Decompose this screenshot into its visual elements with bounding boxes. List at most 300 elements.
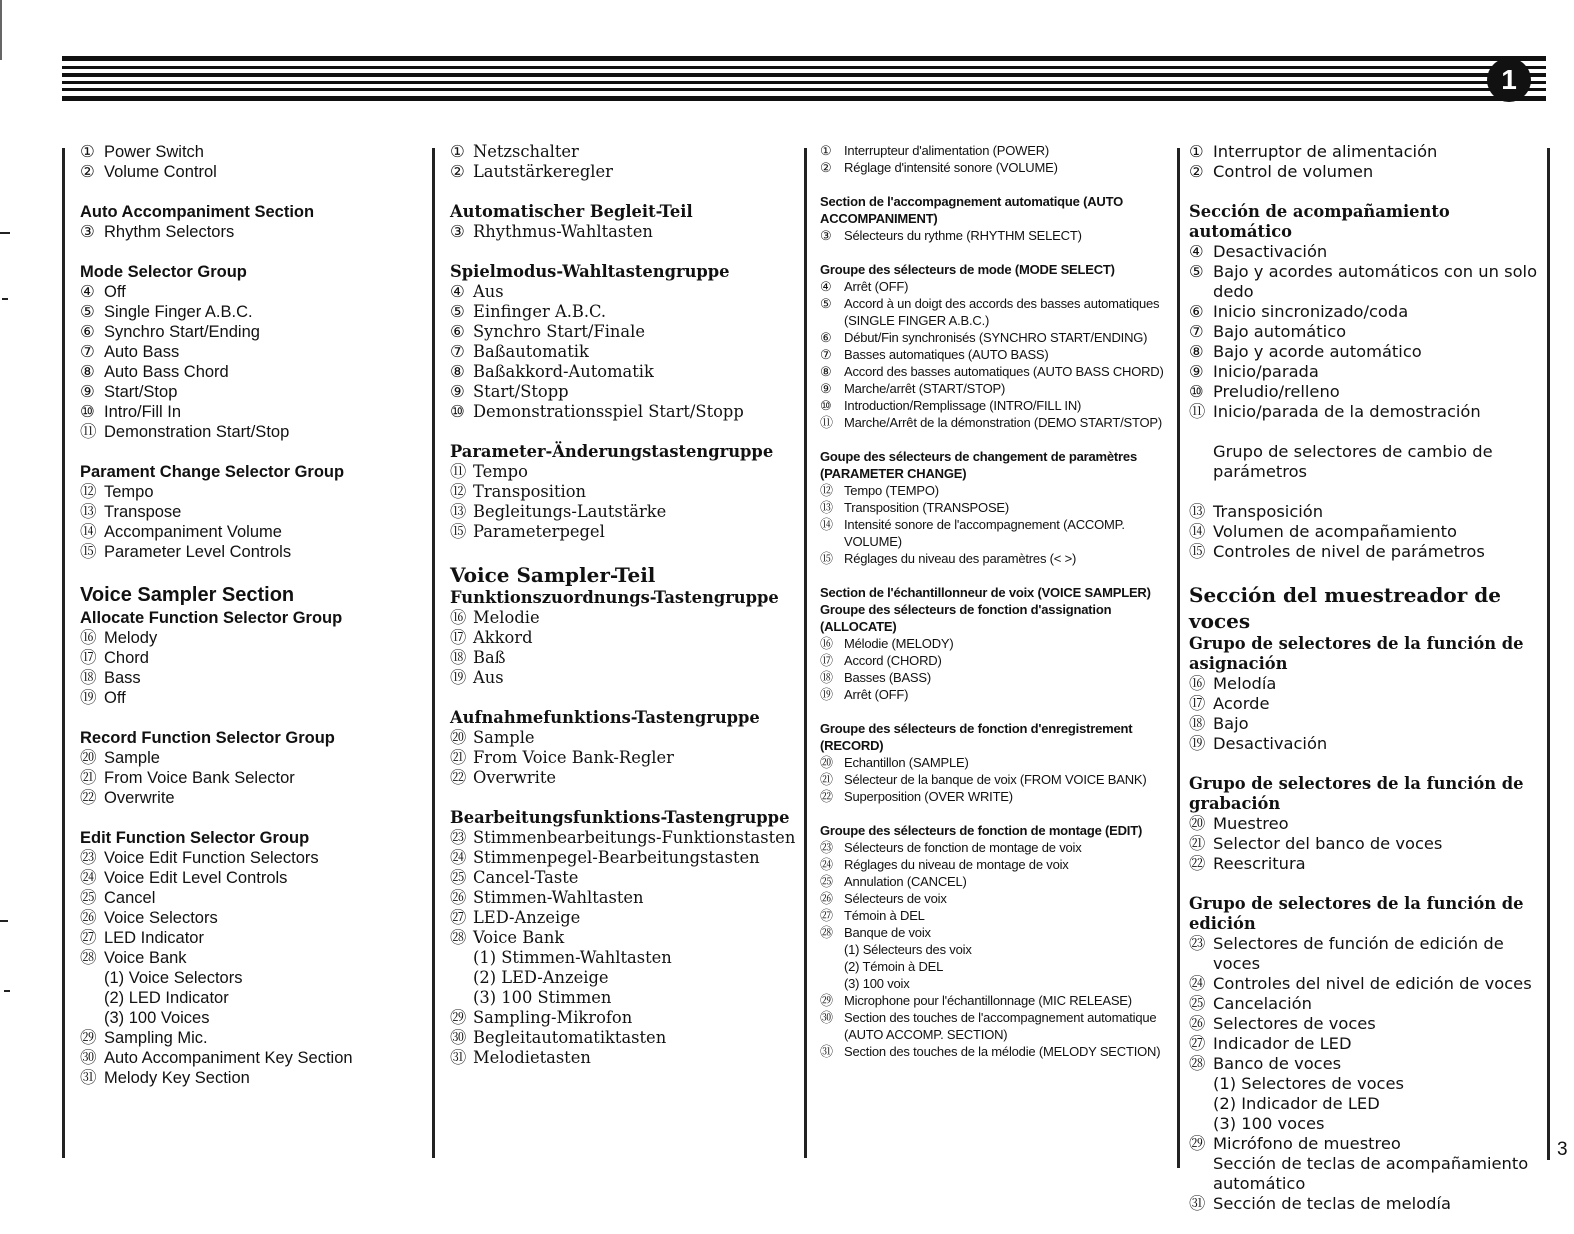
list-item <box>1189 734 1539 754</box>
item-number: ㉙ <box>450 1008 467 1027</box>
item-label: Transposición <box>1213 502 1324 521</box>
item-label: Interruptor de alimentación <box>1213 142 1438 161</box>
item-number: ⑨ <box>450 382 465 401</box>
item-number: ㉕ <box>1189 994 1206 1013</box>
sub-item: (3) 100 voces <box>1213 1114 1325 1133</box>
list-item <box>450 302 790 322</box>
item-label: Tempo <box>104 483 154 501</box>
item-number: ⑬ <box>450 502 467 521</box>
list-item <box>450 142 790 162</box>
item-number: ⑧ <box>80 363 95 381</box>
item-number: ㉑ <box>450 748 467 767</box>
item-label: Melodietasten <box>473 1048 591 1067</box>
group-heading: Bearbeitungsfunktions-Tastengruppe <box>450 808 790 827</box>
list-item <box>1189 242 1539 262</box>
item-label: Banque de voix <box>844 925 931 940</box>
item-number: ④ <box>450 282 465 301</box>
item-label: Single Finger A.B.C. <box>104 303 253 321</box>
item-number: ㉖ <box>820 891 833 906</box>
item-number: ⑦ <box>450 342 465 361</box>
item-label: Overwrite <box>473 768 557 787</box>
item-label: Sélecteurs du rythme (RHYTHM SELECT) <box>844 228 1082 243</box>
list-item <box>1189 322 1539 342</box>
item-label: Off <box>104 689 126 707</box>
list-item <box>820 295 1165 329</box>
list-item <box>80 948 410 968</box>
group-label: Grupo de selectores de cambio de parámetros <box>1213 442 1493 481</box>
list-item <box>80 282 410 302</box>
item-number: ⑯ <box>820 636 833 651</box>
item-number: ⑰ <box>450 628 467 647</box>
item-label: Rhythm Selectors <box>104 223 235 241</box>
column-english <box>80 142 410 1108</box>
item-number: ⑪ <box>1189 402 1206 421</box>
item-label: Banco de voces <box>1213 1054 1342 1073</box>
item-number: ⑮ <box>820 551 833 566</box>
list-item <box>450 888 790 908</box>
item-number: ㉛ <box>820 1044 833 1059</box>
item-label: Bajo automático <box>1213 322 1347 341</box>
list-item <box>1189 362 1539 382</box>
item-number: ⑪ <box>80 423 97 441</box>
item-number: ㉙ <box>820 993 833 1008</box>
item-number: ㉚ <box>80 1049 97 1067</box>
item-number: ⑭ <box>1189 522 1206 541</box>
list-item <box>820 499 1165 516</box>
list-item <box>450 908 790 928</box>
item-label: Cancel-Taste <box>473 868 579 887</box>
item-label: Sample <box>473 728 535 747</box>
section-block <box>80 142 410 182</box>
section-block <box>1189 582 1539 754</box>
section-block <box>450 562 790 688</box>
item-number: ⑩ <box>1189 382 1204 401</box>
list-item <box>450 482 790 502</box>
item-number: ㉓ <box>1189 934 1206 953</box>
item-number: ④ <box>1189 242 1204 261</box>
section-block <box>450 442 790 542</box>
list-item <box>80 688 410 708</box>
item-number: ② <box>1189 162 1204 181</box>
item-number: ⑧ <box>1189 342 1204 361</box>
list-item <box>450 868 790 888</box>
item-label: Réglages du niveau de montage de voix <box>844 857 1069 872</box>
column-french <box>820 142 1165 1077</box>
item-label: Baß <box>473 648 506 667</box>
list-item <box>80 542 410 562</box>
item-label: Demonstrationsspiel Start/Stopp <box>473 402 744 421</box>
list-item <box>80 382 410 402</box>
sub-item: (2) Indicador de LED <box>1213 1094 1380 1113</box>
item-label: Réglage d'intensité sonore (VOLUME) <box>844 160 1058 175</box>
item-label: Stimmenpegel-Bearbeitungstasten <box>473 848 760 867</box>
list-item <box>80 502 410 522</box>
group-heading: Mode Selector Group <box>80 263 247 281</box>
item-label: Interrupteur d'alimentation (POWER) <box>844 143 1050 158</box>
item-number: ⑦ <box>820 347 832 362</box>
list-item <box>820 1043 1165 1060</box>
item-number: ㉔ <box>450 848 467 867</box>
item-label: Inicio/parada de la demostración <box>1213 402 1481 421</box>
column-divider <box>1177 148 1180 1168</box>
item-label: Accord à un doigt des accords des basses automatiques (SINGLE FINGER A.B.C.) <box>844 296 1160 328</box>
list-item <box>820 159 1165 176</box>
item-label: Reescritura <box>1213 854 1306 873</box>
item-number: ⑥ <box>1189 302 1204 321</box>
section-block <box>1189 894 1539 1214</box>
list-item <box>80 222 410 242</box>
section-block <box>80 728 410 808</box>
item-number: ㉘ <box>820 925 833 940</box>
item-number: ㉒ <box>80 789 97 807</box>
item-label: Off <box>104 283 126 301</box>
item-label: Transpose <box>104 503 182 521</box>
section-block <box>450 808 796 1068</box>
item-label: Auto Accompaniment Key Section <box>104 1049 353 1067</box>
item-number: ㉑ <box>1189 834 1206 853</box>
group-heading: Parameter-Änderungstastengruppe <box>450 442 774 461</box>
list-item <box>820 856 1165 873</box>
item-number: ⑱ <box>820 670 833 685</box>
item-label: Volume Control <box>104 163 217 181</box>
item-number: ㉓ <box>80 849 97 867</box>
item-number: ⑤ <box>80 303 95 321</box>
item-label: Auto Bass Chord <box>104 363 229 381</box>
sub-item: (1) Selectores de voces <box>1213 1074 1405 1093</box>
list-item <box>820 482 1165 499</box>
list-item <box>820 380 1165 397</box>
item-number: ㉙ <box>80 1029 97 1047</box>
item-number: ⑩ <box>820 398 832 413</box>
item-label: Selectores de voces <box>1213 1014 1376 1033</box>
list-item <box>820 788 1165 805</box>
item-number: ㉗ <box>80 929 97 947</box>
list-item <box>450 522 790 542</box>
list-item <box>1189 1154 1539 1194</box>
item-number: ⑳ <box>80 749 97 767</box>
list-item <box>450 222 790 242</box>
item-label: Transposition <box>473 482 587 501</box>
item-number: ㉒ <box>1189 854 1206 873</box>
section-block <box>820 720 1165 805</box>
list-item <box>80 928 410 948</box>
item-number: ⑤ <box>450 302 465 321</box>
item-number: ㉚ <box>820 1010 833 1025</box>
group-heading: Record Function Selector Group <box>80 729 335 747</box>
item-label: Basses (BASS) <box>844 670 931 685</box>
list-item <box>820 924 1165 941</box>
list-item <box>820 142 1165 159</box>
list-item <box>1189 342 1539 362</box>
item-label: Muestreo <box>1213 814 1289 833</box>
item-label: Rhythmus-Wahltasten <box>473 222 653 241</box>
item-label: Bass <box>104 669 141 687</box>
item-label: Aus <box>473 668 504 687</box>
list-item <box>80 322 410 342</box>
group-heading: Section de l'échantillonneur de voix (VOICE SAMPLER) <box>820 585 1151 600</box>
list-item <box>1189 402 1539 422</box>
item-number: ㉛ <box>1189 1194 1206 1213</box>
list-item <box>1189 694 1539 714</box>
list-item <box>450 162 790 182</box>
item-number: ㉔ <box>80 869 97 887</box>
list-item <box>820 686 1165 703</box>
list-item <box>80 342 410 362</box>
item-label: Demonstration Start/Stop <box>104 423 290 441</box>
item-label: Chord <box>104 649 149 667</box>
item-label: Annulation (CANCEL) <box>844 874 967 889</box>
item-label: Voice Selectors <box>104 909 218 927</box>
item-number: ㉑ <box>80 769 97 787</box>
list-item <box>80 482 410 502</box>
group-heading: Edit Function Selector Group <box>80 829 310 847</box>
item-number: ⑲ <box>1189 734 1206 753</box>
list-item <box>1189 262 1539 302</box>
item-label: From Voice Bank Selector <box>104 769 295 787</box>
item-number: ⑧ <box>820 364 832 379</box>
item-label: Sampling-Mikrofon <box>473 1008 633 1027</box>
sub-item: (2) Témoin à DEL <box>844 959 944 974</box>
list-item <box>450 628 790 648</box>
item-number: ㉓ <box>820 840 833 855</box>
item-label: Arrêt (OFF) <box>844 687 909 702</box>
sub-item: (1) Sélecteurs des voix <box>844 942 972 957</box>
item-label: Marche/arrêt (START/STOP) <box>844 381 1006 396</box>
section-title: Voice Sampler-Teil <box>450 563 656 587</box>
item-label: Stimmenbearbeitungs-Funktionstasten <box>473 828 796 847</box>
list-item <box>80 848 410 868</box>
item-number: ⑯ <box>450 608 467 627</box>
margin-mark <box>0 920 8 922</box>
list-item <box>820 363 1165 380</box>
item-number: ⑮ <box>1189 542 1206 561</box>
group-heading: Section de l'accompagnement automatique (AUTO ACCOMPANIMENT) <box>820 194 1124 226</box>
item-number: ㉕ <box>820 874 833 889</box>
item-number: ⑥ <box>820 330 832 345</box>
item-label: Selector del banco de voces <box>1213 834 1443 853</box>
list-item <box>820 890 1165 907</box>
item-label: Begleitautomatiktasten <box>473 1028 667 1047</box>
item-number: ③ <box>450 222 465 241</box>
item-label: Accord (CHORD) <box>844 653 942 668</box>
list-item <box>820 550 1165 567</box>
list-item <box>450 608 790 628</box>
margin-mark <box>0 0 2 60</box>
group-heading: Parament Change Selector Group <box>80 463 345 481</box>
item-label: Voice Bank <box>473 928 565 947</box>
margin-mark <box>2 298 8 300</box>
item-label: Sección de teclas de melodía <box>1213 1194 1451 1213</box>
list-item <box>450 848 790 868</box>
list-item <box>1189 1194 1539 1214</box>
section-block <box>820 142 1165 176</box>
list-item <box>1189 1014 1539 1034</box>
item-number: ㉗ <box>1189 1034 1206 1053</box>
item-label: Start/Stop <box>104 383 178 401</box>
item-label: Power Switch <box>104 143 204 161</box>
item-label: Accord des basses automatiques (AUTO BASS CHORD) <box>844 364 1164 379</box>
margin-mark <box>0 232 10 234</box>
list-item <box>1189 142 1539 162</box>
item-number: ⑳ <box>450 728 467 747</box>
group-heading: Allocate Function Selector Group <box>80 609 343 627</box>
item-number: ㉒ <box>450 768 467 787</box>
group-heading: Auto Accompaniment Section <box>80 203 315 221</box>
list-item <box>450 402 790 422</box>
chapter-badge: 1 <box>1487 58 1531 102</box>
column-divider <box>62 148 65 1158</box>
column-spanish <box>1189 142 1539 1234</box>
item-number: ⑭ <box>80 523 97 541</box>
list-item <box>820 227 1165 244</box>
list-item <box>820 329 1165 346</box>
group-heading: Spielmodus-Wahltastengruppe <box>450 262 730 281</box>
item-number: ③ <box>80 223 95 241</box>
section-block <box>820 193 1165 244</box>
item-label: Tempo (TEMPO) <box>844 483 939 498</box>
list-item <box>450 362 790 382</box>
item-label: Bajo <box>1213 714 1249 733</box>
section-block <box>80 202 410 242</box>
item-label: Parameter Level Controls <box>104 543 292 561</box>
item-label: Controles del nivel de edición de voces <box>1213 974 1532 993</box>
item-number: ㉑ <box>820 772 833 787</box>
section-block <box>1189 142 1539 182</box>
item-label: Section des touches de l'accompagnement automatique (AUTO ACCOMP. SECTION) <box>844 1010 1157 1042</box>
item-label: Sample <box>104 749 160 767</box>
list-item <box>450 322 790 342</box>
item-label: Réglages du niveau des paramètres (< >) <box>844 551 1077 566</box>
list-item <box>1189 834 1539 854</box>
item-label: Mélodie (MELODY) <box>844 636 954 651</box>
item-number: ㉙ <box>1189 1134 1206 1153</box>
group-heading: Groupe des sélecteurs de fonction d'assignation (ALLOCATE) <box>820 602 1112 634</box>
item-number: ⑩ <box>450 402 465 421</box>
item-label: Sampling Mic. <box>104 1029 208 1047</box>
item-number: ③ <box>820 228 832 243</box>
list-item <box>1189 714 1539 734</box>
item-label: Bajo y acordes automáticos con un solo dedo <box>1213 262 1538 301</box>
item-label: Bajo y acorde automático <box>1213 342 1422 361</box>
item-number: ⑥ <box>450 322 465 341</box>
item-label: Début/Fin synchronisés (SYNCHRO START/ENDING) <box>844 330 1148 345</box>
item-number: ㉘ <box>80 949 97 967</box>
list-item <box>80 362 410 382</box>
column-divider <box>432 148 435 1158</box>
item-number <box>1189 1154 1213 1194</box>
item-number: ⑨ <box>80 383 95 401</box>
item-label: Intensité sonore de l'accompagnement (ACCOMP. VOLUME) <box>844 517 1125 549</box>
list-item <box>1189 674 1539 694</box>
item-number: ⑫ <box>80 483 97 501</box>
sub-item: (3) 100 Stimmen <box>473 988 612 1007</box>
column-german <box>450 142 796 1088</box>
list-item <box>450 1008 790 1028</box>
item-label: Sélecteurs de voix <box>844 891 947 906</box>
section-block <box>1189 202 1539 422</box>
item-number: ㉘ <box>450 928 467 947</box>
item-number: ⑦ <box>1189 322 1204 341</box>
list-item <box>450 382 790 402</box>
item-number: ⑥ <box>80 323 95 341</box>
item-number: ㉗ <box>450 908 467 927</box>
item-label: Témoin à DEL <box>844 908 925 923</box>
item-number: ㉛ <box>80 1069 97 1087</box>
item-number: ㉔ <box>1189 974 1206 993</box>
item-label: Synchro Start/Finale <box>473 322 645 341</box>
section-block <box>450 142 790 182</box>
list-item <box>1189 1034 1539 1054</box>
list-item <box>820 873 1165 890</box>
list-item <box>80 422 410 442</box>
group-heading: Groupe des sélecteurs de fonction de montage (EDIT) <box>820 823 1143 838</box>
item-label: Microphone pour l'échantillonnage (MIC RELEASE) <box>844 993 1132 1008</box>
group-heading: Automatischer Begleit-Teil <box>450 202 693 221</box>
item-label: Voice Edit Level Controls <box>104 869 288 887</box>
list-item <box>80 668 410 688</box>
item-label: Sélecteurs de fonction de montage de voix <box>844 840 1082 855</box>
item-label: Inicio sincronizado/coda <box>1213 302 1409 321</box>
group-heading: Grupo de selectores de la función de asignación <box>1189 634 1524 673</box>
list-item <box>80 748 410 768</box>
item-number: ⑭ <box>820 517 833 532</box>
sub-item: (1) Stimmen-Wahltasten <box>473 948 672 967</box>
item-number: ④ <box>80 283 95 301</box>
item-number: ⑰ <box>80 649 97 667</box>
group-heading: Aufnahmefunktions-Tastengruppe <box>450 708 760 727</box>
item-label: Sélecteur de la banque de voix (FROM VOICE BANK) <box>844 772 1147 787</box>
section-block <box>80 828 410 1088</box>
item-number: ⑬ <box>1189 502 1206 521</box>
item-label: Selectores de función de edición de voces <box>1213 934 1504 973</box>
item-label: Accompaniment Volume <box>104 523 282 541</box>
item-number: ⑮ <box>450 522 467 541</box>
list-item <box>820 278 1165 295</box>
list-item <box>1189 814 1539 834</box>
item-label: Sección de teclas de acompañamiento automático <box>1213 1154 1529 1193</box>
section-block <box>820 822 1165 1060</box>
list-item <box>80 768 410 788</box>
list-item <box>80 888 410 908</box>
item-number: ⑯ <box>80 629 97 647</box>
list-item <box>820 346 1165 363</box>
group-heading: Sección de acompañamiento automático <box>1189 202 1450 241</box>
sub-item: (3) 100 voix <box>844 976 910 991</box>
item-label: Baßautomatik <box>473 342 589 361</box>
list-item <box>80 162 410 182</box>
section-block <box>80 262 410 442</box>
item-number: ⑪ <box>450 462 467 481</box>
list-item <box>820 754 1165 771</box>
header-rule-band <box>62 56 1546 102</box>
list-item <box>820 414 1165 431</box>
item-label: Melodie <box>473 608 540 627</box>
list-item <box>1189 522 1539 542</box>
section-block <box>450 708 790 788</box>
item-number: ⑱ <box>1189 714 1206 733</box>
group-heading: Groupe des sélecteurs de mode (MODE SELECT) <box>820 262 1115 277</box>
item-label: Desactivación <box>1213 242 1328 261</box>
item-number: ⑪ <box>820 415 833 430</box>
item-label: Baßakkord-Automatik <box>473 362 654 381</box>
item-label: Overwrite <box>104 789 175 807</box>
item-label: Cancelación <box>1213 994 1312 1013</box>
item-label: LED Indicator <box>104 929 204 947</box>
section-block <box>820 448 1165 567</box>
list-item <box>820 907 1165 924</box>
list-item <box>820 1009 1165 1043</box>
item-label: Section des touches de la mélodie (MELODY SECTION) <box>844 1044 1161 1059</box>
